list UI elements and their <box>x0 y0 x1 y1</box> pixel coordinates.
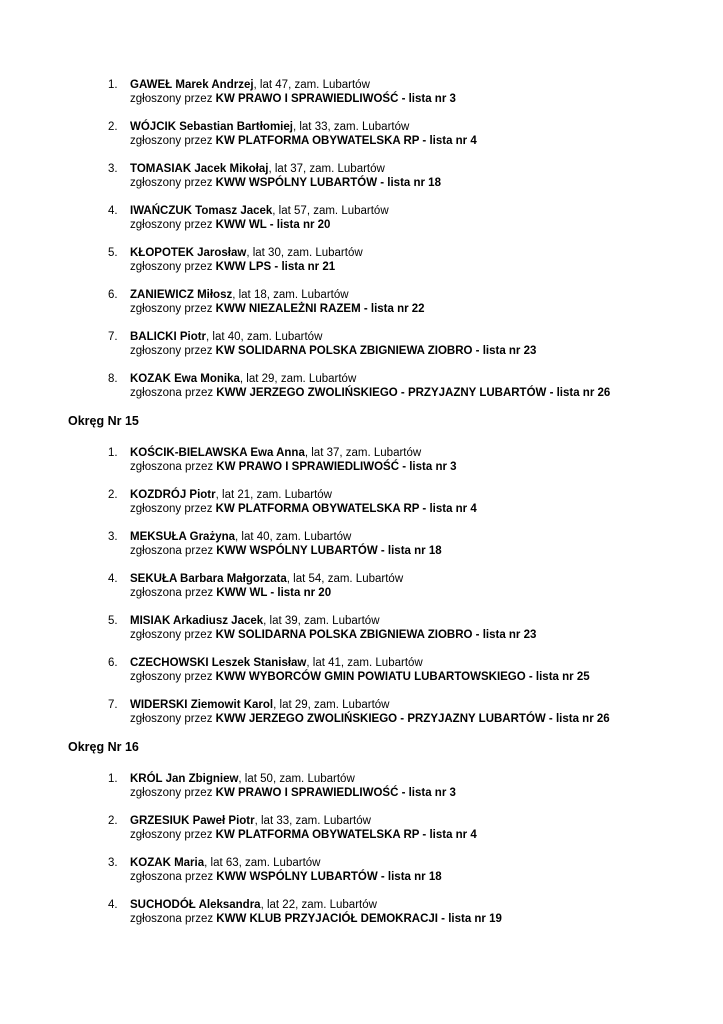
committee-name: KW PRAWO I SPRAWIEDLIWOŚĆ - lista nr 3 <box>216 461 457 473</box>
candidate-details: , lat 22, zam. Lubartów <box>260 899 377 911</box>
candidate-line <box>130 698 610 712</box>
candidate-name: GRZESIUK Paweł Piotr <box>130 815 255 827</box>
committee-name: KW PLATFORMA OBYWATELSKA RP - lista nr 4 <box>215 829 477 841</box>
candidate-details: , lat 63, zam. Lubartów <box>204 857 321 869</box>
candidate-details: , lat 37, zam. Lubartów <box>268 163 385 175</box>
submitted-by-text: zgłoszony przez <box>130 503 216 515</box>
candidate-entry <box>108 856 723 883</box>
committee-line <box>130 586 403 600</box>
candidate-number: 3. <box>108 531 118 543</box>
candidate-line <box>130 162 441 176</box>
candidate-name: KOZAK Maria <box>130 857 205 869</box>
candidate-line <box>130 814 477 828</box>
candidate-entry <box>108 898 723 925</box>
candidate-details: , lat 30, zam. Lubartów <box>246 247 363 259</box>
candidate-details: , lat 37, zam. Lubartów <box>304 447 422 459</box>
candidate-entry <box>108 446 723 473</box>
candidate-name: MEKSUŁA Grażyna <box>130 531 236 543</box>
candidate-name: WIDERSKI Ziemowit Karol <box>130 699 274 711</box>
committee-name: KW PRAWO I SPRAWIEDLIWOŚĆ - lista nr 3 <box>215 787 456 799</box>
committee-line <box>130 786 456 800</box>
candidate-line <box>130 856 442 870</box>
candidate-number: 4. <box>108 899 118 911</box>
candidate-entry <box>108 772 723 799</box>
candidate-number: 2. <box>108 121 118 133</box>
candidate-number: 4. <box>108 573 118 585</box>
candidate-number: 3. <box>108 857 118 869</box>
submitted-by-text: zgłoszony przez <box>130 671 216 683</box>
candidate-line <box>130 288 425 302</box>
candidate-entry <box>108 656 723 683</box>
candidate-number: 8. <box>108 373 118 385</box>
committee-name: KW PLATFORMA OBYWATELSKA RP - lista nr 4 <box>215 135 477 147</box>
committee-name: KW SOLIDARNA POLSKA ZBIGNIEWA ZIOBRO - lista nr 23 <box>215 629 537 641</box>
candidate-entry <box>108 572 723 599</box>
candidate-line <box>130 120 477 134</box>
submitted-by-text: zgłoszony przez <box>130 303 216 315</box>
committee-name: KW PRAWO I SPRAWIEDLIWOŚĆ - lista nr 3 <box>215 93 456 105</box>
submitted-by-text: zgłoszony przez <box>130 177 216 189</box>
candidate-details: , lat 50, zam. Lubartów <box>238 773 355 785</box>
candidate-name: MISIAK Arkadiusz Jacek <box>130 615 264 627</box>
candidate-details: , lat 21, zam. Lubartów <box>215 489 332 501</box>
candidate-line <box>130 372 610 386</box>
candidate-number: 6. <box>108 289 118 301</box>
committee-line <box>130 302 425 316</box>
candidate-number: 5. <box>108 247 118 259</box>
candidate-entry <box>108 814 723 841</box>
submitted-by-text: zgłoszony przez <box>130 787 216 799</box>
candidate-entry <box>108 614 723 641</box>
candidate-name: BALICKI Piotr <box>130 331 207 343</box>
committee-name: KWW WSPÓLNY LUBARTÓW - lista nr 18 <box>216 545 442 557</box>
candidate-entry <box>108 246 723 273</box>
submitted-by-text: zgłoszony przez <box>130 93 216 105</box>
submitted-by-text: zgłoszona przez <box>130 387 217 399</box>
candidate-line <box>130 572 403 586</box>
candidate-line <box>130 78 456 92</box>
candidate-entry <box>108 488 723 515</box>
candidate-entry <box>108 530 723 557</box>
candidate-entry <box>108 698 723 725</box>
candidate-line <box>130 246 363 260</box>
committee-line <box>130 870 442 884</box>
candidate-details: , lat 33, zam. Lubartów <box>292 121 410 133</box>
candidate-line <box>130 488 477 502</box>
candidate-line <box>130 772 456 786</box>
candidate-line <box>130 204 389 218</box>
committee-line <box>130 460 457 474</box>
candidate-line <box>130 614 536 628</box>
candidate-list-document <box>0 78 723 940</box>
committee-line <box>130 92 456 106</box>
candidate-entry <box>108 204 723 231</box>
candidate-line <box>130 898 502 912</box>
district-section <box>0 740 723 925</box>
candidate-name: KRÓL Jan Zbigniew <box>130 773 239 785</box>
candidate-entry <box>108 330 723 357</box>
candidate-name: KOZAK Ewa Monika <box>130 373 240 385</box>
submitted-by-text: zgłoszona przez <box>130 871 217 883</box>
candidate-line <box>130 330 536 344</box>
candidate-entry <box>108 288 723 315</box>
candidate-details: , lat 29, zam. Lubartów <box>239 373 357 385</box>
candidate-number: 4. <box>108 205 118 217</box>
committee-line <box>130 134 477 148</box>
committee-name: KWW NIEZALEŻNI RAZEM - lista nr 22 <box>215 303 425 315</box>
committee-line <box>130 828 477 842</box>
committee-line <box>130 386 610 400</box>
committee-line <box>130 502 477 516</box>
candidate-details: , lat 57, zam. Lubartów <box>272 205 389 217</box>
committee-name: KWW WL - lista nr 20 <box>216 587 332 599</box>
candidate-name: SUCHODÓŁ Aleksandra <box>130 899 261 911</box>
committee-name: KWW WL - lista nr 20 <box>215 219 331 231</box>
candidate-entry <box>108 78 723 105</box>
candidate-entry <box>108 372 723 399</box>
candidate-number: 1. <box>108 773 118 785</box>
district-section <box>0 414 723 725</box>
submitted-by-text: zgłoszona przez <box>130 461 217 473</box>
committee-name: KWW LPS - lista nr 21 <box>215 261 336 273</box>
submitted-by-text: zgłoszony przez <box>130 629 216 641</box>
candidate-number: 1. <box>108 447 118 459</box>
candidate-entry <box>108 162 723 189</box>
committee-name: KWW JERZEGO ZWOLIŃSKIEGO - PRZYJAZNY LUBARTÓW - lista nr 26 <box>216 387 611 399</box>
candidate-details: , lat 40, zam. Lubartów <box>206 331 323 343</box>
committee-name: KWW KLUB PRZYJACIÓŁ DEMOKRACJI - lista nr 19 <box>216 913 502 925</box>
committee-line <box>130 260 363 274</box>
submitted-by-text: zgłoszony przez <box>130 261 216 273</box>
committee-name: KWW WYBORCÓW GMIN POWIATU LUBARTOWSKIEGO - lista nr 25 <box>215 671 590 683</box>
submitted-by-text: zgłoszony przez <box>130 345 216 357</box>
candidate-details: , lat 54, zam. Lubartów <box>286 573 404 585</box>
committee-name: KWW WSPÓLNY LUBARTÓW - lista nr 18 <box>216 871 442 883</box>
committee-line <box>130 712 610 726</box>
candidate-line <box>130 530 442 544</box>
committee-line <box>130 344 536 358</box>
committee-line <box>130 670 590 684</box>
candidate-name: SEKUŁA Barbara Małgorzata <box>130 573 287 585</box>
candidate-details: , lat 18, zam. Lubartów <box>232 289 349 301</box>
candidate-entry <box>108 120 723 147</box>
candidate-line <box>130 656 590 670</box>
candidate-name: KŁOPOTEK Jarosław <box>130 247 247 259</box>
candidate-number: 1. <box>108 79 118 91</box>
candidate-details: , lat 39, zam. Lubartów <box>263 615 380 627</box>
candidate-number: 5. <box>108 615 118 627</box>
candidate-details: , lat 29, zam. Lubartów <box>273 699 390 711</box>
submitted-by-text: zgłoszony przez <box>130 219 216 231</box>
district-title: Okręg Nr 15 <box>68 414 139 428</box>
candidate-name: KOZDRÓJ Piotr <box>130 489 216 501</box>
candidate-details: , lat 47, zam. Lubartów <box>253 79 370 91</box>
candidate-number: 2. <box>108 815 118 827</box>
committee-name: KWW WSPÓLNY LUBARTÓW - lista nr 18 <box>215 177 441 189</box>
submitted-by-text: zgłoszona przez <box>130 913 217 925</box>
submitted-by-text: zgłoszony przez <box>130 829 216 841</box>
candidate-details: , lat 33, zam. Lubartów <box>254 815 371 827</box>
submitted-by-text: zgłoszony przez <box>130 713 216 725</box>
candidate-number: 3. <box>108 163 118 175</box>
committee-line <box>130 628 536 642</box>
candidate-details: , lat 40, zam. Lubartów <box>235 531 352 543</box>
committee-line <box>130 176 441 190</box>
candidate-number: 7. <box>108 699 118 711</box>
committee-name: KWW JERZEGO ZWOLIŃSKIEGO - PRZYJAZNY LUBARTÓW - lista nr 26 <box>215 713 610 725</box>
committee-line <box>130 544 442 558</box>
committee-line <box>130 912 502 926</box>
candidate-name: CZECHOWSKI Leszek Stanisław <box>130 657 307 669</box>
committee-line <box>130 218 389 232</box>
candidate-name: WÓJCIK Sebastian Bartłomiej <box>130 121 293 133</box>
committee-name: KW PLATFORMA OBYWATELSKA RP - lista nr 4 <box>215 503 477 515</box>
candidate-name: TOMASIAK Jacek Mikołaj <box>130 163 269 175</box>
submitted-by-text: zgłoszony przez <box>130 135 216 147</box>
candidate-number: 6. <box>108 657 118 669</box>
candidate-name: KOŚCIK-BIELAWSKA Ewa Anna <box>130 447 305 459</box>
candidate-number: 7. <box>108 331 118 343</box>
candidate-line <box>130 446 457 460</box>
candidate-name: GAWEŁ Marek Andrzej <box>130 79 254 91</box>
committee-name: KW SOLIDARNA POLSKA ZBIGNIEWA ZIOBRO - lista nr 23 <box>215 345 537 357</box>
district-section <box>0 78 723 399</box>
district-title: Okręg Nr 16 <box>68 740 139 754</box>
candidate-name: ZANIEWICZ Miłosz <box>130 289 233 301</box>
candidate-number: 2. <box>108 489 118 501</box>
submitted-by-text: zgłoszona przez <box>130 545 217 557</box>
candidate-details: , lat 41, zam. Lubartów <box>306 657 423 669</box>
candidate-name: IWAŃCZUK Tomasz Jacek <box>130 205 273 217</box>
submitted-by-text: zgłoszona przez <box>130 587 217 599</box>
